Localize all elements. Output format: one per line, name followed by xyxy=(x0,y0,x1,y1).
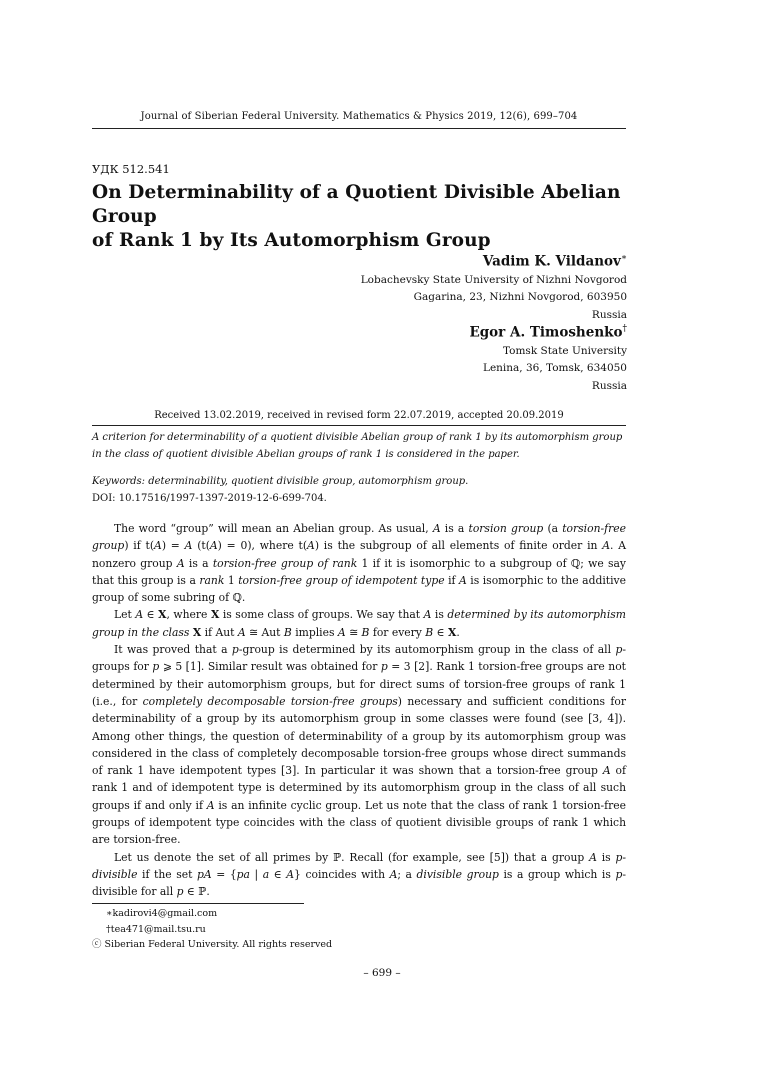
author-1-affiliation-line: Gagarina, 23, Nizhni Novgorod, 603950 xyxy=(413,291,627,303)
author-2-name: Egor A. Timoshenko† xyxy=(469,324,627,341)
author-1-affiliation-line: Russia xyxy=(591,308,627,321)
footnote-email-2: †tea471@mail.tsu.ru xyxy=(106,923,206,935)
title-line-1: On Determinability of a Quotient Divisible Abelian Group xyxy=(92,182,621,227)
author-1 xyxy=(361,249,627,324)
footnotes xyxy=(92,906,332,953)
body-text xyxy=(92,520,626,901)
keywords xyxy=(92,473,626,490)
running-head: Journal of Siberian Federal University. Mathematics & Physics 2019, 12(6), 699–704 xyxy=(140,111,578,122)
abstract-rule xyxy=(92,425,626,426)
keywords-label: Keywords: xyxy=(92,476,146,487)
keywords-text: determinability, quotient divisible group, automorphism group. xyxy=(148,476,469,487)
footnote-rule xyxy=(92,903,304,904)
paragraph: It was proved that a p-group is determined by its automorphism group in the class of all p-groups for p ⩾ 5 [1]. Similar result was obtained for p = 3 [2]. Rank 1 torsion-free groups are not determined by their automorphism groups, but for direct sums of torsion-free groups of rank 1 (i.e., for completely decomposable torsion-free groups) necessary and sufficient conditions for determinability of a group by its automorphism group in some classes were found (see [3, 4]). Among other things, the question of determinability of a group by its automorphism group was considered in the class of completely decomposable torsion-free groups whose direct summands of rank 1 have idempotent types [3]. In particular it was shown that a torsion-free group A of rank 1 and of idempotent type is determined by its automorphism group in the class of all such groups if and only if A is an infinite cyclic group. Let us note that the class of rank 1 torsion-free groups of idempotent type coincides with the class of quotient divisible groups of rank 1 which are torsion-free. xyxy=(92,643,626,847)
author-2-affiliation-line: Lenina, 36, Tomsk, 634050 xyxy=(482,362,627,374)
article-title xyxy=(92,181,652,253)
footnote-email-1: ∗kadirovi4@gmail.com xyxy=(106,908,218,919)
title-line-2: of Rank 1 by Its Automorphism Group xyxy=(92,230,491,251)
paragraph: Let us denote the set of all primes by ℙ. Recall (for example, see [5]) that a group A is p-divisible if the set pA = {pa | a ∈ A} coincides with A; a divisible group is a group which is p-divisible for all p ∈ ℙ. xyxy=(92,850,626,899)
keywords-block xyxy=(92,473,626,507)
udk-code: УДК 512.541 xyxy=(92,162,170,176)
author-2 xyxy=(469,320,627,395)
header-rule xyxy=(92,128,626,129)
received-dates: Received 13.02.2019, received in revised form 22.07.2019, accepted 20.09.2019 xyxy=(154,410,564,421)
author-2-affiliation-line: Tomsk State University xyxy=(502,344,627,357)
author-1-affiliation-line: Lobachevsky State University of Nizhni Novgorod xyxy=(360,273,627,286)
copyright-notice: ⓒ Siberian Federal University. All rights reserved xyxy=(92,939,333,950)
page-number: – 699 – xyxy=(363,967,401,979)
paragraph: Let A ∈ X, where X is some class of groups. We say that A is determined by its automorphism group in the class X if Aut A ≅ Aut B implies A ≅ B for every B ∈ X. xyxy=(92,608,626,639)
author-1-name: Vadim K. Vildanov∗ xyxy=(482,253,627,270)
doi: DOI: 10.17516/1997-1397-2019-12-6-699-704. xyxy=(92,493,327,504)
author-2-affiliation-line: Russia xyxy=(591,379,627,392)
abstract: A criterion for determinability of a quotient divisible Abelian group of rank 1 by its automorphism group in the class of quotient divisible Abelian groups of rank 1 is considered in the paper. xyxy=(92,432,623,460)
paragraph: The word “group” will mean an Abelian group. As usual, A is a torsion group (a torsion-free group) if t(A) = A (t(A) = 0), where t(A) is the subgroup of all elements of finite order in A. A nonzero group A is a torsion-free group of rank 1 if it is isomorphic to a subgroup of ℚ; we say that this group is a rank 1 torsion-free group of idempotent type if A is isomorphic to the additive group of some subring of ℚ. xyxy=(92,522,627,605)
